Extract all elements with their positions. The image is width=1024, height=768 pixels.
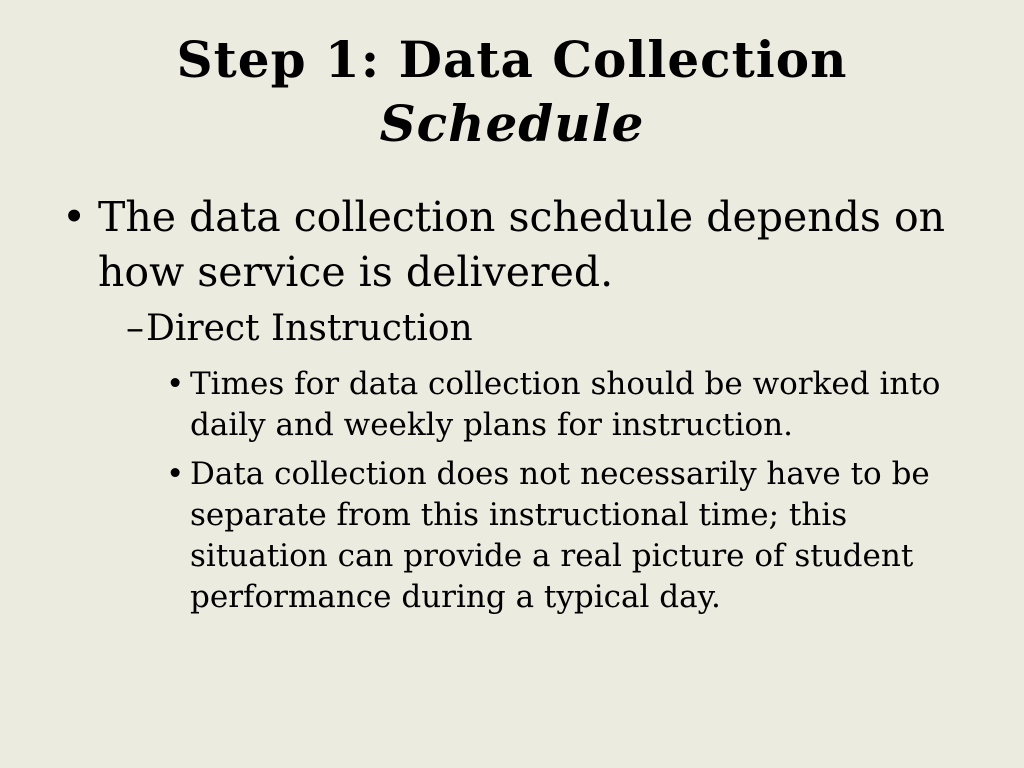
bullet-level-3 bbox=[166, 454, 970, 618]
bullet-level-3 bbox=[166, 364, 970, 446]
title-line-1: Step 1: Data Collection bbox=[176, 30, 848, 89]
bullet-marker: • bbox=[166, 366, 185, 402]
bullet-text: Times for data collection should be worked into daily and weekly plans for instruction. bbox=[190, 366, 941, 443]
slide-body bbox=[62, 190, 982, 618]
slide-title bbox=[0, 28, 1024, 156]
bullet-level-2 bbox=[126, 306, 982, 352]
bullet-text: Data collection does not necessarily have to be separate from this instructional time; this situation can provide a real picture of student performance during a typical day. bbox=[190, 456, 930, 615]
dash-marker: – bbox=[126, 308, 144, 349]
bullet-marker: • bbox=[62, 193, 87, 241]
bullet-text: The data collection schedule depends on how service is delivered. bbox=[98, 193, 946, 296]
bullet-marker: • bbox=[166, 456, 185, 492]
title-line-2: Schedule bbox=[379, 94, 645, 153]
bullet-text: Direct Instruction bbox=[146, 308, 473, 349]
bullet-level-1 bbox=[62, 190, 978, 300]
